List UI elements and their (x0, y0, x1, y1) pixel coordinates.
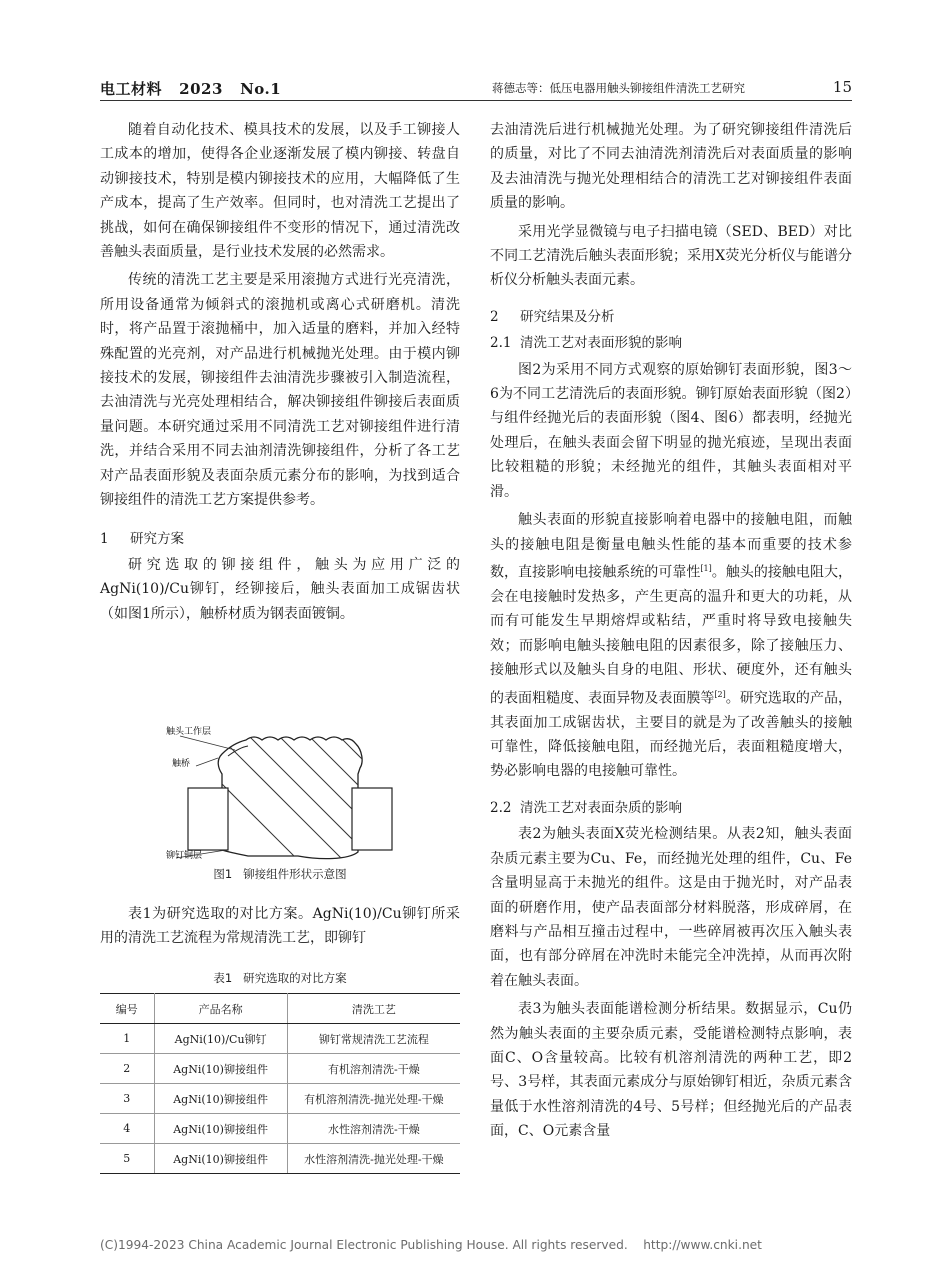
table-cell: 4 (100, 1114, 154, 1144)
section-number: 2 (490, 308, 499, 325)
subsection-title: 清洗工艺对表面杂质的影响 (520, 799, 682, 816)
text-run: 触头表面的形貌直接影响着电器中的接触电阻，而触头的接触电阻是衡量电触头性能的基本而重要的技术参数，直接影响电接触系统的可靠性 (490, 512, 852, 581)
table-cell: 5 (100, 1144, 154, 1174)
table-cell: 水性溶剂清洗-抛光处理-干燥 (287, 1144, 460, 1174)
subsection-heading (490, 796, 852, 820)
left-column (100, 118, 460, 630)
section-title: 研究结果及分析 (520, 308, 615, 325)
label-copper-layer: 铆钉铜层 (166, 851, 203, 861)
table-cell: AgNi(10)铆接组件 (154, 1054, 287, 1084)
paragraph: 随着自动化技术、模具技术的发展，以及手工铆接人工成本的增加，使得各企业逐渐发展了模内铆接、转盘自动铆接技术，特别是模内铆接技术的应用，大幅降低了生产成本，提高了生产效率。但同时，也对清洗工艺提出了挑战，如何在确保铆接组件不变形的情况下，通过清洗改善触头表面质量，是行业技术发展的必然需求。 (100, 122, 460, 261)
table-cell: 有机溶剂清洗-干燥 (287, 1054, 460, 1084)
column-header: 编号 (100, 994, 154, 1024)
section-heading (100, 527, 460, 551)
table-header-row (100, 994, 460, 1024)
section-heading (490, 305, 852, 329)
paragraph: 表3为触头表面能谱检测分析结果。数据显示，Cu仍然为触头表面的主要杂质元素，受能谱检测特点影响，表面C、O含量较高。比较有机溶剂清洗的两种工艺，即2号、3号样，其表面元素成分与原始铆钉相近，杂质元素含量低于水性溶剂清洗的4号、5号样；但经抛光后的产品表面，C、O元素含量 (490, 1001, 852, 1140)
table-cell: AgNi(10)铆接组件 (154, 1084, 287, 1114)
bridge-left (188, 788, 228, 850)
header-rule (100, 100, 852, 101)
paragraph: 表2为触头表面X荧光检测结果。从表2知，触头表面杂质元素主要为Cu、Fe，而经抛光处理的组件，Cu、Fe含量明显高于未抛光的组件。这是由于抛光时，对产品表面的研磨作用，使产品表面部分材料脱落，形成碎屑，在磨料与产品相互撞击过程中，一些碎屑被再次压入触头表面，也有部分碎屑在冲洗时未能完全冲洗掉，从而再次附着在触头表面。 (490, 826, 852, 989)
table-cell: AgNi(10)铆接组件 (154, 1114, 287, 1144)
paragraph: 表1为研究选取的对比方案。AgNi(10)/Cu铆钉所采用的清洗工艺流程为常规清洗工艺，即铆钉 (100, 906, 460, 947)
paragraph: 研究选取的铆接组件，触头为应用广泛的AgNi(10)/Cu铆钉，经铆接后，触头表面加工成锯齿状（如图1所示），触桥材质为钢表面镀铜。 (100, 556, 460, 622)
table-row (100, 1114, 460, 1144)
label-work-layer: 触头工作层 (166, 727, 212, 737)
paragraph: 传统的清洗工艺主要是采用滚抛方式进行光亮清洗，所用设备通常为倾斜式的滚抛机或离心式研磨机。清洗时，将产品置于滚抛桶中，加入适量的磨料，并加入经特殊配置的光亮剂，对产品进行机械抛光处理。由于模内铆接技术的发展，铆接组件去油清洗步骤被引入制造流程，去油清洗与光亮处理相结合，解决铆接组件铆接后表面质量问题。本研究通过采用不同清洗工艺对铆接组件进行清洗，并结合采用不同去油剂清洗铆接组件，分析了各工艺对产品表面形貌及表面杂质元素分布的影响，为找到适合铆接组件的清洗工艺方案提供参考。 (100, 272, 460, 509)
label-bridge: 触桥 (172, 759, 191, 769)
section-number: 1 (100, 530, 109, 547)
table-row (100, 1054, 460, 1084)
citation[interactable]: [1] (700, 563, 712, 573)
table-cell: 1 (100, 1024, 154, 1054)
table-1 (100, 993, 460, 1174)
running-title: 蒋德志等：低压电器用触头铆接组件清洗工艺研究 (492, 81, 745, 95)
column-header: 清洗工艺 (287, 994, 460, 1024)
figure-1-caption: 图1 铆接组件形状示意图 (213, 867, 347, 881)
subsection-heading (490, 331, 852, 355)
table-row (100, 1084, 460, 1114)
bridge-right (352, 788, 392, 850)
table-row (100, 1024, 460, 1054)
table-cell: 铆钉常规清洗工艺流程 (287, 1024, 460, 1054)
subsection-number: 2.2 (490, 799, 512, 816)
paragraph: 去油清洗后进行机械抛光处理。为了研究铆接组件清洗后的质量，对比了不同去油清洗剂清洗后对表面质量的影响及去油清洗与抛光处理相结合的清洗工艺对铆接组件表面质量的影响。 (490, 122, 852, 212)
text-run: 。研究选取的产品，其表面加工成锯齿状，主要目的就是为了改善触头的接触可靠性，降低接触电阻，而经抛光后，表面粗糙度增大，势必影响电器的电接触可靠性。 (490, 690, 853, 780)
paragraph: 采用光学显微镜与电子扫描电镜（SED、BED）对比不同工艺清洗后触头表面形貌；采用X荧光分析仪与能谱分析仪分析触头表面元素。 (490, 223, 852, 289)
right-column (490, 118, 852, 1148)
left-column-continued (100, 902, 460, 955)
table-cell: 2 (100, 1054, 154, 1084)
citation[interactable]: [2] (714, 689, 726, 699)
section-title: 研究方案 (130, 530, 184, 547)
paragraph: 图2为采用不同方式观察的原始铆钉表面形貌，图3～6为不同工艺清洗后的表面形貌。铆钉原始表面形貌（图2）与组件经抛光后的表面形貌（图4、图6）都表明，经抛光处理后，在触头表面会留下明显的抛光痕迹，呈现出表面比较粗糙的形貌；未经抛光的组件，其触头表面相对平滑。 (490, 361, 852, 500)
page-number: 15 (832, 78, 852, 96)
table-cell: 有机溶剂清洗-抛光处理-干燥 (287, 1084, 460, 1114)
paragraph (490, 508, 852, 784)
column-header: 产品名称 (154, 994, 287, 1024)
table-row (100, 1144, 460, 1174)
table-cell: AgNi(10)/Cu铆钉 (154, 1024, 287, 1054)
subsection-number: 2.1 (490, 335, 512, 352)
page-header (100, 78, 852, 100)
text-run: 。触头的接触电阻大，会在电接触时发热多，产生更高的温升和更大的功耗，从而有可能发生早期熔焊或粘结，严重时将导致电接触失效；而影响电触头接触电阻的因素很多，除了接触压力、接触形式以及触头自身的电阻、形状、硬度外，还有触头的表面粗糙度、表面异物及表面膜等 (490, 564, 853, 707)
journal-name: 电工材料 2023 No.1 (100, 80, 282, 98)
copyright-footer: (C)1994-2023 China Academic Journal Electronic Publishing House. All rights reserved. http://www.cnki.net (100, 1238, 762, 1252)
table-1-caption: 表1 研究选取的对比方案 (213, 971, 347, 985)
table-cell: AgNi(10)铆接组件 (154, 1144, 287, 1174)
subsection-title: 清洗工艺对表面形貌的影响 (520, 335, 682, 352)
table-cell: 水性溶剂清洗-干燥 (287, 1114, 460, 1144)
table-cell: 3 (100, 1084, 154, 1114)
